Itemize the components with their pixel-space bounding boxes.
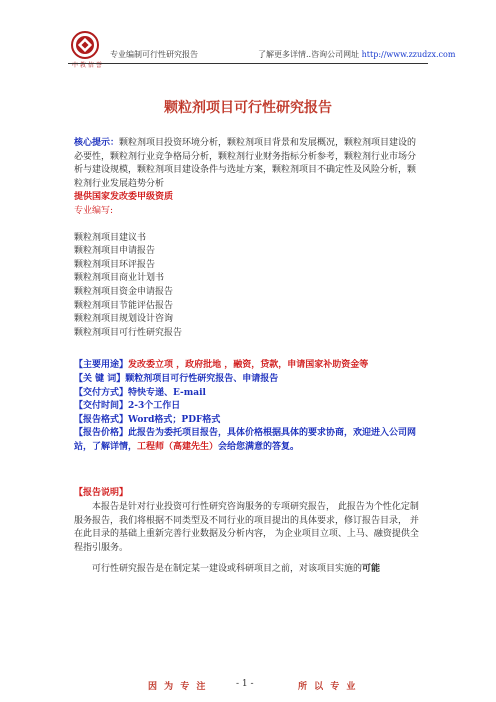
delivery-line bbox=[74, 387, 424, 401]
header-tagline: 专业编制可行性研究报告 bbox=[110, 50, 198, 59]
logo-text: 中 教 信 誉 bbox=[72, 62, 102, 69]
time-label: 【交付时间】 bbox=[74, 401, 129, 412]
keywords-value: 颗粒剂项目可行性研究报告、申请报告 bbox=[125, 373, 279, 384]
spacer bbox=[74, 555, 424, 563]
list-item: 颗粒剂项目规划设计咨询 bbox=[74, 314, 174, 325]
company-logo-icon bbox=[68, 30, 102, 64]
summary-text: 颗粒剂项目投资环境分析，颗粒剂项目背景和发展概况，颗粒剂项目建设的必要性，颗粒剂行业竞争格局分析，颗粒剂行业财务指标分析参考，颗粒剂行业市场分析与建设规模，颗粒剂项目建设条件与选址方案，颗粒剂项目不确定性及风险分析，颗粒剂行业发展趋势分析 bbox=[74, 138, 417, 189]
list-item: 颗粒剂项目资金申请报告 bbox=[74, 286, 174, 297]
page-header bbox=[68, 30, 456, 69]
usage-label: 【主要用途】 bbox=[74, 360, 129, 371]
keywords-label: 【关 键 词】 bbox=[74, 373, 126, 384]
price-text-c: 会给您满意的答复。 bbox=[218, 441, 300, 452]
keywords-line bbox=[74, 373, 424, 387]
para2-bold: 可能 bbox=[362, 564, 381, 575]
report-note-label: 【报告说明】 bbox=[74, 488, 129, 499]
document-body bbox=[74, 137, 424, 577]
header-contact bbox=[258, 49, 455, 60]
header-contact-prefix: 了解更多详情..咨询公司网址 bbox=[258, 50, 360, 59]
list-item: 颗粒剂项目申请报告 bbox=[74, 246, 156, 257]
spacer bbox=[74, 340, 424, 353]
spacer bbox=[74, 219, 424, 232]
list-item: 颗粒剂项目建议书 bbox=[74, 232, 147, 243]
list-item: 颗粒剂项目环评报告 bbox=[74, 259, 156, 270]
list-item: 颗粒剂项目可行性研究报告 bbox=[74, 327, 183, 338]
price-label: 【报告价格】 bbox=[74, 428, 129, 439]
usage-value: 发改委立项 ，政府批地 ，融资，贷款，申请国家补助资金等 bbox=[128, 360, 369, 371]
footer-right-slogan: 所 以 专 业 bbox=[298, 682, 358, 692]
list-item: 颗粒剂项目节能评估报告 bbox=[74, 300, 174, 311]
header-url-link[interactable]: http://www.zzudzx.com bbox=[361, 50, 456, 59]
time-value: 2-3个工作日 bbox=[128, 401, 181, 412]
list-item: 颗粒剂项目商业计划书 bbox=[74, 273, 165, 284]
time-line bbox=[74, 400, 424, 414]
price-line bbox=[74, 427, 424, 454]
page-number: - 1 - bbox=[236, 679, 254, 689]
para2-text: 可行性研究报告是在制定某一建设或科研项目之前，对该项目实施的 bbox=[92, 564, 363, 575]
format-line bbox=[74, 414, 424, 428]
footer-left-slogan: 因 为 专 注 bbox=[148, 682, 208, 692]
delivery-value: 特快专递、E-mail bbox=[128, 387, 206, 398]
price-text-a: 此报告为委托项目报告，具体价格根据具体的要求协商，欢迎进入公司网站，了解详情， bbox=[74, 428, 417, 452]
document-title: 颗粒剂项目可行性研究报告 bbox=[164, 100, 332, 116]
summary-paragraph bbox=[74, 137, 424, 191]
spacer bbox=[74, 454, 424, 467]
price-text-engineer: 工程师（高建先生） bbox=[137, 441, 219, 452]
qualification-line: 提供国家发改委甲级资质 bbox=[74, 192, 174, 203]
delivery-label: 【交付方式】 bbox=[74, 387, 129, 398]
compile-label: 专业编写: bbox=[74, 205, 114, 216]
format-label: 【报告格式】 bbox=[74, 414, 129, 425]
spacer bbox=[74, 467, 424, 487]
report-note-paragraph-2 bbox=[74, 563, 424, 577]
report-note-paragraph: 本报告是针对行业投资可行性研究咨询服务的专项研究报告， 此报告为个性化定制服务报告，我们将根据不同类型及不同行业的项目提出的具体要求，修订报告目录， 并在此目录的基础上重新完善行业数据及分析内容， 为企业项目立项、上马、融资提供全程指引服务。 bbox=[74, 502, 419, 553]
format-value: Word格式；PDF格式 bbox=[128, 414, 221, 425]
header-divider bbox=[68, 63, 428, 64]
summary-label: 核心提示： bbox=[74, 138, 120, 148]
usage-line bbox=[74, 359, 424, 373]
